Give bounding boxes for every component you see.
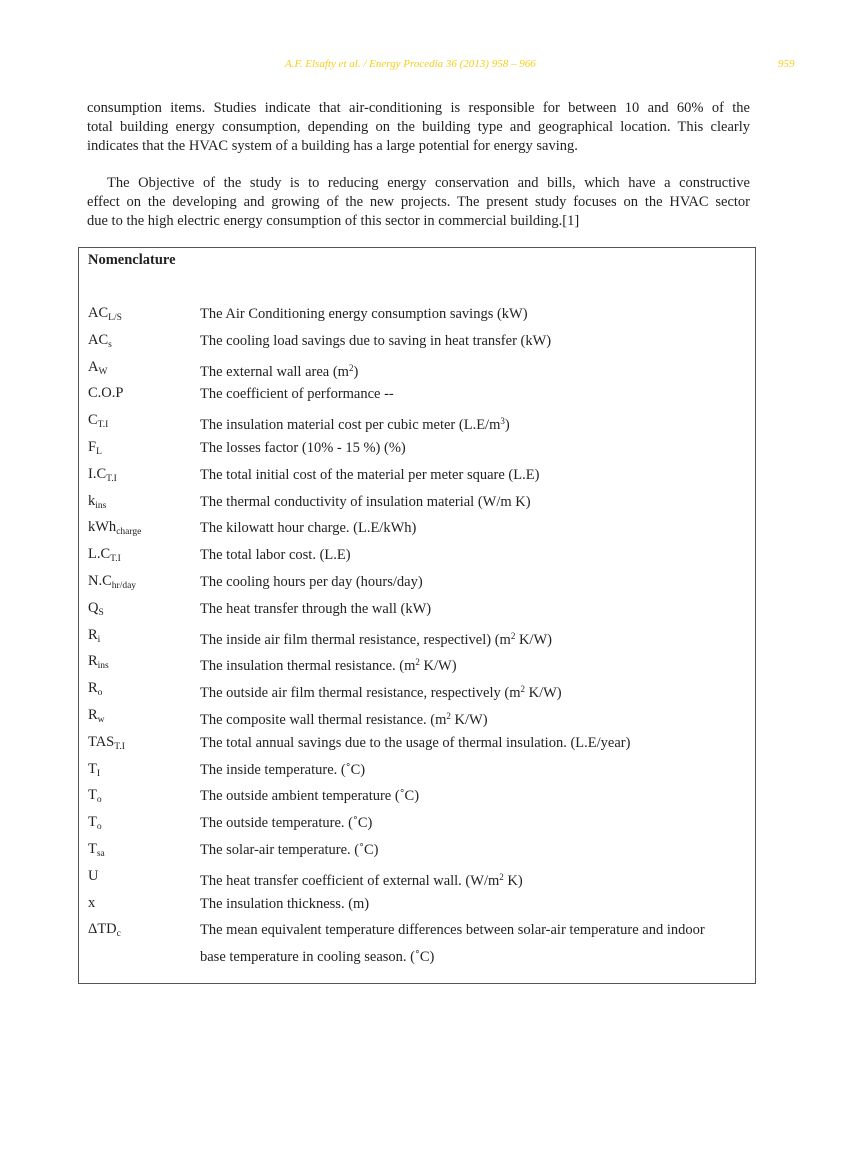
nomenclature-symbol <box>88 707 105 725</box>
symbol-subscript: S <box>98 607 104 618</box>
symbol-base: F <box>88 438 97 455</box>
nomenclature-symbol <box>88 600 104 618</box>
nomenclature-definition <box>200 730 750 757</box>
definition-text: The heat transfer coefficient of external wall. (W/m <box>200 872 500 889</box>
page-number: 959 <box>778 58 795 70</box>
symbol-subscript: charge <box>116 527 142 538</box>
nomenclature-definition <box>200 569 750 596</box>
nomenclature-row <box>79 571 755 598</box>
nomenclature-symbol <box>88 895 95 912</box>
nomenclature-row <box>79 705 755 732</box>
symbol-subscript: o <box>96 795 102 806</box>
definition-superscript: 2 <box>510 630 516 641</box>
nomenclature-definition <box>200 328 750 355</box>
nomenclature-row <box>79 625 755 652</box>
nomenclature-symbol <box>88 439 102 457</box>
definition-text: The kilowatt hour charge. (L.E/kWh) <box>200 520 417 537</box>
definition-text-end: K/W) <box>515 631 552 648</box>
paragraph-line: due to the high electric energy consumption of this sector in commercial building.[1] <box>87 213 580 229</box>
definition-superscript: 2 <box>348 362 354 373</box>
nomenclature-symbol <box>88 385 123 402</box>
definition-text: The mean equivalent temperature differences between solar-air temperature and indoor <box>200 922 705 939</box>
definition-text: The coefficient of performance -- <box>200 386 394 403</box>
symbol-subscript: i <box>97 634 101 645</box>
definition-text: The heat transfer through the wall (kW) <box>200 600 432 617</box>
nomenclature-symbol <box>88 627 100 645</box>
nomenclature-definition <box>200 542 750 569</box>
nomenclature-row <box>79 357 755 384</box>
paragraph-line: The Objective of the study is to reducing energy conservation and bills, which have a constructive <box>107 175 750 191</box>
paragraph-line: effect on the developing and growing of the new projects. The present study focuses on the HVAC sector <box>87 194 750 210</box>
paragraph-1 <box>87 99 750 156</box>
nomenclature-symbol <box>88 653 109 671</box>
nomenclature-row <box>79 732 755 759</box>
definition-superscript: 2 <box>499 871 504 882</box>
nomenclature-row <box>79 785 755 812</box>
nomenclature-row <box>79 517 755 544</box>
symbol-base: x <box>88 894 96 911</box>
definition-text: The insulation material cost per cubic meter (L.E/m <box>200 417 501 434</box>
definition-text-end: K/W) <box>525 685 562 702</box>
definition-text: The insulation thickness. (m) <box>200 895 370 912</box>
nomenclature-symbol <box>88 305 122 323</box>
nomenclature-row <box>79 330 755 357</box>
symbol-base: T <box>88 840 97 857</box>
symbol-base: AC <box>88 305 109 321</box>
symbol-subscript: T.I <box>114 741 125 752</box>
symbol-subscript: L/S <box>108 313 122 323</box>
nomenclature-symbol <box>88 332 112 350</box>
symbol-subscript: w <box>97 714 105 725</box>
nomenclature-row <box>79 491 755 518</box>
nomenclature-symbol <box>88 761 100 779</box>
paragraph-2 <box>87 174 750 231</box>
nomenclature-row <box>79 866 755 893</box>
definition-text: The cooling hours per day (hours/day) <box>200 573 423 590</box>
definition-text-end: ) <box>353 363 359 380</box>
symbol-subscript: T.I <box>97 420 109 431</box>
symbol-base: Q <box>88 599 99 616</box>
nomenclature-row <box>79 383 755 410</box>
paragraph-line: consumption items. Studies indicate that air-conditioning is responsible for between 10 and 60% of the <box>87 100 750 116</box>
nomenclature-symbol <box>88 814 102 832</box>
symbol-base: R <box>88 706 98 723</box>
nomenclature-symbol <box>88 734 125 752</box>
nomenclature-symbol <box>88 787 102 805</box>
symbol-base: U <box>88 867 99 884</box>
definition-text-end: K/W) <box>450 711 488 728</box>
symbol-base: R <box>88 626 98 643</box>
nomenclature-definition <box>200 596 750 623</box>
nomenclature-symbol <box>88 841 105 859</box>
nomenclature-definition <box>200 837 750 864</box>
nomenclature-definition <box>200 891 750 918</box>
nomenclature-row <box>79 812 755 839</box>
nomenclature-symbol <box>88 921 121 939</box>
nomenclature-row <box>79 893 755 920</box>
definition-text: The inside temperature. (˚C) <box>200 761 366 778</box>
paragraph-line: indicates that the HVAC system of a building has a large potential for energy saving. <box>87 138 578 154</box>
definition-text: The cooling load savings due to saving in heat transfer (kW) <box>200 332 552 349</box>
nomenclature-title: Nomenclature <box>88 252 176 268</box>
symbol-base: T <box>88 814 97 831</box>
symbol-subscript: I <box>96 768 101 779</box>
nomenclature-definition <box>200 757 750 784</box>
definition-superscript: 2 <box>415 657 420 668</box>
nomenclature-definition <box>200 917 750 971</box>
nomenclature-row <box>79 598 755 625</box>
header-citation: A.F. Elsafty et al. / Energy Procedia 36 (2013) 958 – 966 <box>285 58 536 70</box>
definition-text-end: K/W) <box>419 658 457 675</box>
nomenclature-box <box>78 247 756 984</box>
definition-text: The total initial cost of the material per meter square (L.E) <box>200 466 540 483</box>
definition-text: The inside air film thermal resistance, respectivel) (m <box>200 631 511 648</box>
nomenclature-definition <box>200 783 750 810</box>
nomenclature-definition <box>200 381 750 408</box>
nomenclature-row <box>79 544 755 571</box>
definition-superscript: 2 <box>446 710 451 721</box>
definition-text-end: ) <box>504 417 510 434</box>
symbol-subscript: hr/day <box>111 580 137 591</box>
symbol-subscript: W <box>98 366 108 377</box>
symbol-base: TAS <box>88 733 115 750</box>
nomenclature-symbol <box>88 359 107 377</box>
nomenclature-row <box>79 839 755 866</box>
nomenclature-symbol <box>88 519 141 537</box>
symbol-base: C.O.P <box>88 385 124 402</box>
symbol-base: kWh <box>88 519 117 536</box>
symbol-base: N.C <box>88 572 112 589</box>
symbol-subscript: T.I <box>110 554 121 565</box>
symbol-subscript: ins <box>97 661 109 672</box>
nomenclature-row <box>79 410 755 437</box>
nomenclature-symbol <box>88 680 102 698</box>
nomenclature-definition <box>200 515 750 542</box>
definition-text: The total annual savings due to the usage of thermal insulation. (L.E/year) <box>200 734 631 751</box>
symbol-subscript: o <box>97 688 103 699</box>
symbol-subscript: c <box>116 929 121 940</box>
symbol-base: R <box>88 653 98 670</box>
symbol-base: I.C <box>88 465 107 482</box>
symbol-subscript: L <box>96 446 102 457</box>
symbol-subscript: ins <box>95 500 107 511</box>
symbol-subscript: sa <box>96 848 105 859</box>
symbol-base: T <box>88 760 97 777</box>
nomenclature-row <box>79 678 755 705</box>
definition-text: The outside ambient temperature (˚C) <box>200 788 420 805</box>
nomenclature-row <box>79 759 755 786</box>
symbol-subscript: s <box>108 339 112 350</box>
definition-text: The Air Conditioning energy consumption savings (kW) <box>200 306 528 322</box>
nomenclature-row <box>79 651 755 678</box>
symbol-base: T <box>88 787 97 804</box>
nomenclature-symbol <box>88 546 121 564</box>
nomenclature-definition <box>200 462 750 489</box>
definition-text-continued: base temperature in cooling season. (˚C) <box>200 949 435 966</box>
nomenclature-definition <box>200 301 750 328</box>
nomenclature-row <box>79 464 755 491</box>
definition-text: The outside air film thermal resistance, respectively (m <box>200 685 521 702</box>
definition-text: The thermal conductivity of insulation material (W/m K) <box>200 493 531 510</box>
symbol-base: R <box>88 680 98 697</box>
symbol-base: k <box>88 492 96 509</box>
definition-text-end: K) <box>503 872 523 889</box>
nomenclature-row <box>79 303 755 330</box>
definition-superscript: 2 <box>520 684 525 695</box>
definition-text: The total labor cost. (L.E) <box>200 547 351 564</box>
definition-text: The external wall area (m <box>200 363 349 380</box>
definition-text: The composite wall thermal resistance. (m <box>200 711 447 728</box>
symbol-base: AC <box>88 331 109 348</box>
symbol-base: ΔTD <box>88 921 117 938</box>
nomenclature-row <box>79 919 755 973</box>
nomenclature-row <box>79 437 755 464</box>
nomenclature-symbol <box>88 868 98 885</box>
definition-superscript: 3 <box>500 416 505 427</box>
symbol-subscript: T.I <box>106 473 117 484</box>
definition-text: The losses factor (10% - 15 %) (%) <box>200 439 406 456</box>
symbol-base: C <box>88 412 98 429</box>
nomenclature-symbol <box>88 466 117 484</box>
nomenclature-symbol <box>88 412 108 430</box>
symbol-base: L.C <box>88 546 111 563</box>
definition-text: The outside temperature. (˚C) <box>200 815 373 832</box>
nomenclature-definition <box>200 489 750 516</box>
definition-text: The solar-air temperature. (˚C) <box>200 841 379 858</box>
nomenclature-list <box>79 303 755 973</box>
nomenclature-symbol <box>88 573 136 591</box>
definition-text: The insulation thermal resistance. (m <box>200 658 416 675</box>
symbol-subscript: o <box>96 822 102 833</box>
nomenclature-symbol <box>88 493 106 511</box>
paragraph-line: total building energy consumption, depending on the building type and geographical location. This clearly <box>87 119 750 135</box>
symbol-base: A <box>88 358 99 375</box>
nomenclature-definition <box>200 810 750 837</box>
nomenclature-definition <box>200 435 750 462</box>
